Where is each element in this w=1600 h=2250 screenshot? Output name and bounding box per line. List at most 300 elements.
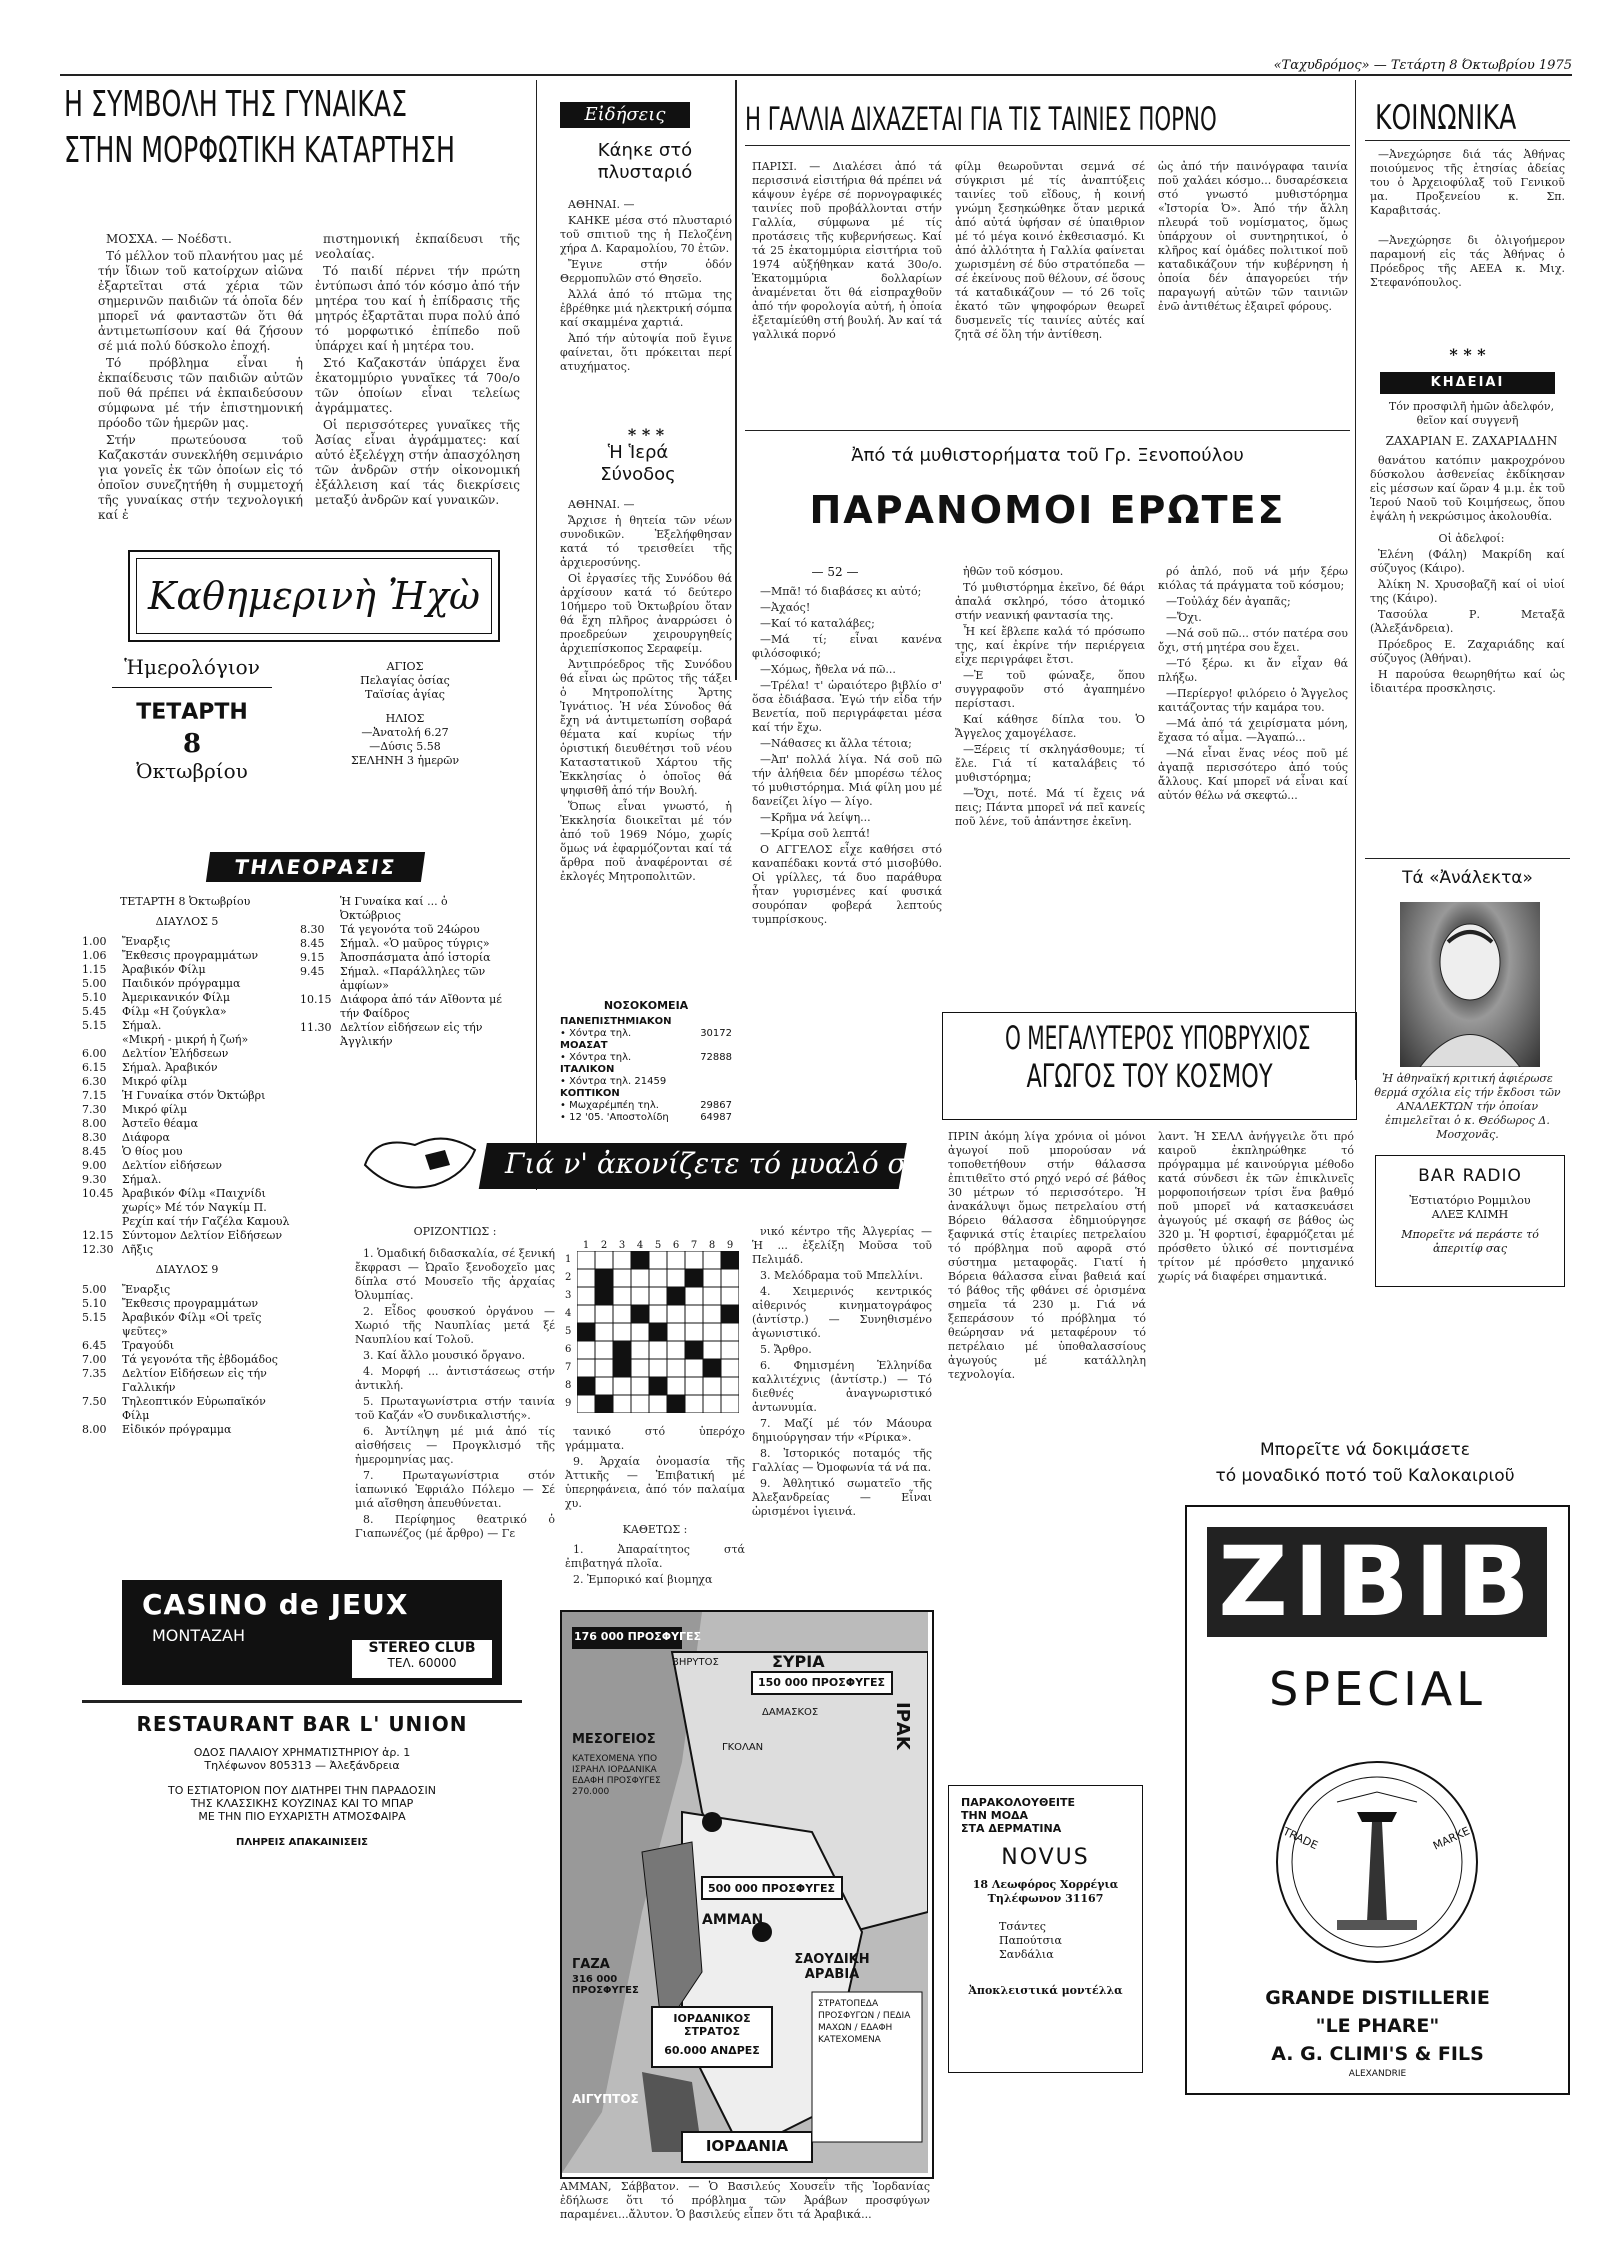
crossword-cell[interactable] [631,1323,649,1341]
crossword-cell[interactable] [703,1395,721,1413]
novel-col-3 [1158,565,1348,805]
moon: ΣΕΛΗΝΗ 3 ἡμερῶν [350,754,460,767]
map-label: 176 000 ΠΡΟΣΦΥΓΕΣ [574,1630,702,1643]
bar-radio-title: BAR RADIO [1418,1166,1522,1186]
tv-channel5 [82,915,292,1437]
tv-program: Ἔκθεσις προγραμμάτων [122,949,259,962]
crossword-cell[interactable] [685,1305,703,1323]
novus-footer: Ἀποκλειστικά μοντέλλα [968,1984,1123,1997]
tv-listing [82,1047,292,1061]
tv-program: Ἔναρξις [122,935,171,948]
novel-paragraph: —Ἀχαός! [760,601,811,614]
tv-time: 7.00 [82,1353,107,1366]
grid-row-number: 8 [565,1380,572,1391]
novel-paragraph: Ο ΑΓΓΕΛΟΣ εἶχε καθήσει στό καναπέδακι κοντά στό μισοβύθο. Οἱ γρίλλες, τά δυο παράθυρα ἦταν γυρισμένες καί φυσικά σουρόπαν φοβερά λεπτούς τυμπρίσκους. [752,843,942,926]
tv-date: ΤΕΤΑΡΤΗ 8 Ὀκτωβρίου [120,895,251,908]
tv-listing [82,935,292,949]
novel-paragraph: —Μά ἀπό τά χειρίσματα μόνη, ἔχασα τό αἷμα. —Ἀγαπώ... [1158,717,1348,744]
restaurant-footer: ΠΛΗΡΕΙΣ ΑΠΑΚΑΙΝΙΣΕΙΣ [235,1837,369,1848]
map-label: 500 000 ΠΡΟΣΦΥΓΕΣ [708,1882,836,1895]
zibib-phare: "LE PHARE" [1315,2015,1440,2037]
crossword-black-cell [649,1377,667,1395]
bar-radio-line3: Μπορεῖτε νά περάστε τό ἀπεριτίφ σας [1401,1228,1539,1255]
restaurant-top-rule [82,1700,522,1703]
death-paragraph: Η παρούσα θεωρηθήτω καί ὡς ἰδιαιτέρα προσκλησις. [1370,668,1565,695]
novel-paragraph: —Μπᾶ! τό διαβάσες κι αὐτό; [760,585,922,598]
novus-brand: NOVUS [1001,1845,1090,1870]
tv-listing [82,1005,292,1019]
crossword-cell[interactable] [703,1269,721,1287]
across-clue: 2. Εἶδος φουσκού ὀργάνου — Χωριό τῆς Ναυπλίας μετά ξέ Ναυπλίου καί Τολοῦ. [355,1305,555,1346]
tv-listing [300,993,510,1021]
map-label: 60.000 ΑΝΔΡΕΣ [664,2044,760,2057]
masthead: «Ταχυδρόμος» — Τετάρτη 8 Όκτωβρίου 1975 [1273,58,1572,73]
crossword-clue: 7. Μαζί μέ τόν Μάουρα δημιούργησαν τήν «Ρίρικα». [752,1417,932,1444]
crossword-cell[interactable] [649,1251,667,1269]
tv-time: 10.15 [300,993,332,1006]
crossword-cell[interactable] [577,1287,595,1305]
tv-time: 7.30 [82,1103,107,1116]
death-paragraph: Τόν προσφιλῆ ἡμῶν ἀδελφόν, θεῖον καί συγγενῆ [1388,400,1555,427]
women-paragraph: Στό Καζακστάν ὑπάρχει ἕνα ἑκατομμύριο γυναῖκες τά 70ο/ο τῶν ὁποίων εἶναι τελείως ἀγράμματες. [315,356,520,415]
women-paragraph: Τό πρόβλημα εἶναι ἡ ἐκπαίδευσις τῶν παιδιῶν αὐτῶν ποῦ θά πρέπει νά ἐκπαιδεύσουν σύμφωνα μέ τήν ἐπιστημονική πρόοδο τῶν ἡμερῶν μας. [98,356,303,430]
novel-paragraph: ρό ἀπλό, ποῦ νά μήν ξέρω κιόλας τά πράγματα τοῦ κόσμου; [1158,565,1348,592]
crossword-cell[interactable] [703,1287,721,1305]
crossword-cell[interactable] [721,1269,739,1287]
grid-row-number: 1 [565,1254,572,1265]
novel-paragraph: —Περίεργο! φιλόρειο ὁ Ἄγγελος καιτάζοντας τήν καμάρα του. [1158,687,1348,714]
tv-time: 1.00 [82,935,107,948]
crossword-cell[interactable] [649,1359,667,1377]
novus-line: ΤΗΝ ΜΟΔΑ [961,1809,1029,1822]
tv-time: 5.15 [82,1019,107,1032]
kathimerini-logo: Καθημερινὴ Ἠχὼ [148,574,480,618]
across-clue: τανικό στό ὑπερόχο γράμματα. [565,1425,745,1452]
tv-time: 7.35 [82,1367,107,1380]
crossword-grid [565,1240,745,1413]
crossword-cell[interactable] [721,1359,739,1377]
restaurant-phone: Τηλέφωνον 805313 — Ἀλεξάνδρεια [204,1759,400,1772]
crossword-cell[interactable] [631,1269,649,1287]
crossword-cell[interactable] [613,1269,631,1287]
crossword-cell[interactable] [577,1359,595,1377]
crossword-black-cell [649,1323,667,1341]
crossword-cell[interactable] [649,1341,667,1359]
tv-time: 1.06 [82,949,107,962]
crossword-cell[interactable] [685,1323,703,1341]
bar-radio-line1: Ἐστιατόριο Ρομμιλου [1409,1194,1531,1207]
tv-listing [82,1229,292,1243]
tv-listing [82,991,292,1005]
sub-headline-box [942,1012,1357,1120]
zibib-marke: MARKE [1431,1824,1472,1853]
grid-row-number: 3 [565,1290,572,1301]
across-clue: 8. Περίφημος θεατρικό ὁ Γιαπωνέζος (μέ ἄρθρο) — Γε [355,1513,555,1540]
crossword-cell[interactable] [595,1359,613,1377]
crossword-cell[interactable] [703,1323,721,1341]
grid-row-number: 6 [565,1344,572,1355]
restaurant-title: RESTAURANT BAR L' UNION [136,1712,468,1736]
tv-time: 5.15 [82,1311,107,1324]
novus-phone: Τηλέφωνον 31167 [987,1892,1104,1905]
novel-chapter: — 52 — [811,565,859,579]
crossword-cell[interactable] [667,1251,685,1269]
tv-time: 8.45 [82,1145,107,1158]
crossword-cell[interactable] [721,1323,739,1341]
hospital-entry [560,1040,732,1064]
restaurant-slogan: ΜΕ ΤΗΝ ΠΙΟ ΕΥΧΑΡΙΣΤΗ ΑΤΜΟΣΦΑΙΡΑ [198,1810,406,1823]
sub-col-1: ΠΡΙΝ ἀκόμη λίγα χρόνια οἱ μόνοι ἀγωγοί ποῦ μπορούσαν νά τοποθετήθουν στήν θάλασσα ἐπιτιθεῖτο στό ρηχό νερό σέ βάθος 30 μέτρων τό περισσότερο. Ἡ ἀνακάλυψι ὅμως πετρελαίου στή Βόρειο θάλασσα ἐδημιούργησε ξαφνικά στίς ἑταιρίες πετρελαίου τό πρόβλημα ποῦ αφορᾶ στό σύστημα μεταφορᾶς. Γιατί ἡ Βόρεια θάλασσα εἶναι βαθειά καί τό βάθος τῆς φθάνει σέ ὁρισμένα σημεῖα τά 230 μ. Γιά νά ξεπεράσουν τό πρόβλημα τό θεώρησαν νά μεταφέρουν τό πετρέλαιο μέ ὑποθαλασσίους ἀγωγούς μέ κατάλληλη τεχνολογία. [948,1130,1146,1381]
tv-listing [82,1367,292,1395]
calendar-month: Ὀκτωβρίου [136,759,248,783]
hospital-line: • 12 '05. 'Αποστολίδη [560,1112,669,1123]
crossword-black-cell [685,1269,703,1287]
sub-headline-2: ΑΓΩΓΟΣ ΤΟΥ ΚΟΣΜΟΥ [1026,1057,1273,1095]
crossword-cell[interactable] [595,1305,613,1323]
crossword-cell[interactable] [595,1323,613,1341]
crossword-cell[interactable] [703,1341,721,1359]
crossword-cell[interactable] [631,1377,649,1395]
stereo-club-phone: ΤΕΛ. 60000 [387,1656,457,1670]
map-label: ΑΙΓΥΠΤΟΣ [572,2092,639,2106]
grid-column-number: 1 [582,1240,590,1251]
crossword-cell[interactable] [685,1251,703,1269]
crossword-cell[interactable] [577,1341,595,1359]
calendar-day: ΤΕΤΑΡΤΗ [136,700,248,725]
women-paragraph: Οἱ περισσότερες γυναῖκες τῆς Ἀσίας εἶναι ἀγράμματες: καί αὐτό ἐξελέγχη στήν ἀπασχόληση τῶν ἀνδρῶν στήν οἰκονομική ἐξάλλειση καί τάς διεκρίσεις μεταξύ ἀνδρῶν καί γυναικῶν. [315,418,520,507]
tv-program: Σήμαλ. [122,1019,162,1032]
crossword-clue: 9. Ἀθλητικό σωματεῖο τῆς Ἀλεξανδρείας — Εἶναι ὡρισμένοι ἰγιεινά. [752,1477,932,1518]
crossword-cell[interactable] [613,1323,631,1341]
novel-paragraph: —Χόμως, ἤθελα νά πῶ... [760,663,896,676]
tv-listing [82,1075,292,1089]
restaurant-address: ΟΔΟΣ ΠΑΛΑΙΟΥ ΧΡΗΜΑΤΙΣΤΗΡΙΟΥ ἀρ. 1 [193,1746,411,1759]
tv-listing [82,1353,292,1367]
tv-program: Δελτίον Εἰδήσεων εἰς τήν Γαλλικήν [122,1367,267,1394]
tv-program: Τραγούδι [122,1339,175,1352]
tv-program: Σύντομον Δελτίον Εἰδήσεων [122,1229,283,1242]
deceased-name: ΖΑΧΑΡΙΑΝ Ε. ΖΑΧΑΡΙΑΔΗΝ [1385,434,1558,448]
crossword-cell[interactable] [595,1377,613,1395]
crossword-cell[interactable] [649,1395,667,1413]
crossword-black-cell [667,1395,685,1413]
map-label: ΙΡΑΚ [892,1702,913,1750]
crossword-black-cell [595,1287,613,1305]
crossword-cell[interactable] [667,1305,685,1323]
hospital-entry [560,1112,732,1124]
tv-program: Εἰδικόν πρόγραμμα [122,1423,232,1436]
synod-paragraph: Ὅπως εἶναι γνωστό, ἡ Ἐκκλησία διοικεῖται μέ τόν ἀπό τοῦ 1969 Νόμο, χωρίς ὅμως νά ἐφαρμόζονται καί τά ἄρθρα ποῦ ἀναφέρονται σέ ἐκλογές Μητροπολιτῶν. [560,800,732,883]
tv-listing [82,1423,292,1437]
crossword-cell[interactable] [649,1269,667,1287]
tv-listing [82,1297,292,1311]
crossword-cell[interactable] [631,1287,649,1305]
novus-line: ΠΑΡΑΚΟΛΟΥΘΕΙΤΕ [961,1796,1075,1809]
novel-paragraph: —Νάθασες κι ἄλλα τέτοια; [760,737,912,750]
jordan-map [560,1610,934,2179]
tv-listing [82,1019,292,1033]
crossword-cell[interactable] [685,1287,703,1305]
tv-time: 7.50 [82,1395,107,1408]
tv-time: 8.00 [82,1117,107,1130]
crossword-cell[interactable] [613,1395,631,1413]
tv-program: Ἀμερικανικόν Φίλμ [122,991,231,1004]
tv-time: 9.00 [82,1159,107,1172]
casino-ad [122,1580,502,1685]
novel-paragraph: —Τρέλα! τ' ὡραιότερο βιβλίο σ' ὅσα ἐδιάβασα. Ἐγώ τήν εἶδα τήν Βενετία, ποῦ περιγράφεται μέσα καί τήν ἔχω. [752,679,942,734]
hospital-name: ΙΤΑΛΙΚΟΝ [560,1064,615,1075]
tv-time: 8.45 [300,937,325,950]
crossword-cell[interactable] [685,1377,703,1395]
casino-title: CASINO de JEUX [142,1588,409,1621]
tv-listing [82,1061,292,1075]
tv-program: Διάφορα [122,1131,170,1144]
crossword-cell[interactable] [667,1341,685,1359]
crossword-cell[interactable] [685,1359,703,1377]
tv-time: 9.30 [82,1173,107,1186]
tv-time: 8.00 [82,1423,107,1436]
crossword-cell[interactable] [595,1341,613,1359]
across-title: ΟΡΙΖΟΝΤΙΩΣ : [413,1225,497,1238]
crossword-black-cell [613,1359,631,1377]
crossword-black-cell [631,1251,649,1269]
hospital-line: • Χόντρα τηλ. [560,1052,632,1063]
grid-column-number: 8 [708,1240,716,1251]
women-paragraph: Στήν πρωτεύουσα τοῦ Καζακστάν συνεκλήθη σεμινάριο για γονεῖς ἐκ τῶν ὁποίων εἰς τό ὁποῖον συνεζητήθη ἡ συμμετοχή τῆς γυναίκας στήν τεχνολογική καί ἐ [98,433,303,522]
tv-time: 11.30 [300,1021,332,1034]
novel-paragraph: —Νά σοῦ πῶ... στόν πατέρα σου ὄχι, στή μητέρα σου ἔχει. [1158,627,1348,654]
hospital-phone: 72888 [700,1052,732,1063]
analekta-photo [1400,902,1540,1067]
crossword-cell[interactable] [721,1287,739,1305]
women-paragraph: ΜΟΣΧΑ. — Νοέδστι. [106,232,232,246]
saint: Ταϊσίας ἁγίας [365,688,445,701]
novus-item: Σανδάλια [999,1948,1054,1961]
crossword-black-cell [631,1305,649,1323]
crossword-cell[interactable] [667,1323,685,1341]
tv-program: Ἡ Γυναίκα καί ... ὁ Ὀκτώβριος [340,895,448,922]
death-paragraph: Τασούλα Ρ. Μεταξᾶ (Ἀλεξάνδρεια). [1370,608,1565,635]
map-label: ΒΗΡΥΤΟΣ [672,1657,719,1668]
hospital-phone: 29867 [700,1100,732,1111]
death-paragraph: θανάτου κατόπιν μακροχρόνου δύσκολου ἀσθενείας ἐκδίκησαν εἰς μέσσων καί ὥραν 4 μ.μ. ἐκ τοῦ Ἱερού Ναοῦ τοῦ Κοιμήσεως, ὅπου ἐψάλη ἡ νεκρώσιμος ἀκολουθία. [1370,454,1565,523]
novel-kicker: Ἀπό τά μυθιστορήματα τοῦ Γρ. Ξενοπούλου [851,445,1244,466]
crossword-cell[interactable] [667,1359,685,1377]
down-clue: 2. Ἐμπορικό καί βιομηχα [573,1573,713,1586]
tv-listing [82,1131,292,1145]
crossword-cell[interactable] [703,1251,721,1269]
map-legend: ΣΤΡΑΤΟΠΕΔΑ ΠΡΟΣΦΥΓΩΝ / ΠΕΔΙΑ ΜΑΧΩΝ / ΕΔΑΦΗ ΚΑΤΕΧΟΜΕΝΑ [818,1999,911,2045]
tv-listing [82,1339,292,1353]
tv-program: Μικρό φίλμ [122,1075,188,1088]
tv-channel9-title: ΔΙΑΥΛΟΣ 9 [155,1263,219,1276]
women-headline-line2: ΣΤΗΝ ΜΟΡΦΩΤΙΚΗ ΚΑΤΑΡΤΗΣΗ [64,130,456,171]
analekta-title: Τά «Ἀνάλεκτα» [1402,868,1533,888]
grid-row-number: 2 [565,1272,572,1283]
tv-program: Ἀστεῖο θέαμα [122,1117,198,1130]
masthead-rule [60,74,1572,76]
tv-time: 8.30 [300,923,325,936]
map-label: ΣΥΡΙΑ [772,1652,825,1671]
hospital-entry [560,1016,732,1040]
column-rule [536,80,537,1190]
tv-time: 12.30 [82,1243,114,1256]
crossword-cell[interactable] [613,1377,631,1395]
crossword-cell[interactable] [703,1305,721,1323]
tv-header: ΤΗΛΕΟΡΑΣΙΣ [206,852,425,882]
crossword-cell[interactable] [631,1341,649,1359]
sun-title: ΗΛΙΟΣ [385,712,425,725]
tv-time: 12.15 [82,1229,114,1242]
crossword-black-cell [595,1395,613,1413]
map-label: ΓΑΖΑ [572,1957,610,1972]
tv-listing [82,1187,292,1229]
novus-item: Παπούτσια [999,1934,1062,1947]
crossword-clue: 3. Μελόδραμα τοῦ Μπελλίνι. [760,1269,923,1282]
tv-program: «Μικρή - μικρή ἡ ζωή» [122,1033,249,1046]
tv-time: 6.15 [82,1061,107,1074]
boat-body [560,198,732,376]
novel-paragraph: —Ξέρεις τί σκληγάσθουμε; τί ἔλε. Γιά τί καταλάβεις τό μυθιστόρημα; [955,743,1145,784]
crossword-cell[interactable] [595,1251,613,1269]
tv-program: Σήμαλ. Ἀραβικόν [122,1061,218,1074]
tv-program: Ἀραβικόν Φίλμ «Οἱ τρεῖς ψεῦτες» [122,1311,262,1338]
sunset: —Δύσις 5.58 [369,740,441,753]
boat-title [560,140,730,184]
crossword-cell[interactable] [613,1251,631,1269]
tv-time: 5.00 [82,1283,107,1296]
crossword-black-cell [721,1305,739,1323]
death-body [1370,400,1565,698]
map-label: ΣΑΟΥΔΙΚΗ ΑΡΑΒΙΑ [794,1952,870,1982]
restaurant-slogan: ΤΗΣ ΚΛΑΣΣΙΚΗΣ ΚΟΥΖΙΝΑΣ ΚΑΙ ΤΟ ΜΠΑΡ [190,1797,414,1810]
tv-col2 [300,895,510,1049]
grid-row-number: 7 [565,1362,572,1373]
tv-program: Δελτίον εἰδήσεων [122,1159,222,1172]
novel-paragraph: —Καί τό καταλάβες; [760,617,875,630]
crossword-cell[interactable] [703,1377,721,1395]
crossword-across [355,1225,555,1543]
zibib-ad [1185,1505,1570,2095]
tv-listing [82,1117,292,1131]
france-col-2: φίλμ θεωροῦνται σεμνά σέ σύγκρισι μέ τίς ἀναπτύξεις ταινίες τοῦ εἴδους, ἡ κοινή γνώμη ξεσηκώθηκε ὅταν μερικά ἀπό αὐτά ὑφήσαν σέ ὑπαιθριον μέ τό μέγα κοινό ἐκθεσιασμό. Κι ἀπό ἀλλότητα ἡ Γαλλία φαίνεται χωρισμένη σέ δύο στρατόπεδα — σέ ἐκείνους ποῦ θέλουν, σέ ὅσους τά καταδικάζουν — τό 26 τοῖς ἑκατό τῶν ψηφοφόρων θεωρεῖ δυσμενεῖς τίς ταινίες αὐτές καί ζητᾶ σέ ὅλη τήν ἀντίθεση. [955,160,1145,341]
crossword-cell[interactable] [649,1305,667,1323]
crossword-grid-svg[interactable] [577,1251,739,1413]
restaurant-ad [82,1712,522,1848]
novus-line: ΣΤΑ ΔΕΡΜΑΤΙΝΑ [961,1822,1062,1835]
tv-listing [82,963,292,977]
social-stars: * * * [1449,345,1486,364]
lighthouse-trademark-icon [1187,1732,1568,2012]
map-label: ΔΑΜΑΣΚΟΣ [762,1707,819,1718]
tv-program: Ἀραβικόν Φίλμ [122,963,206,976]
tv-program: Ἡ Γυναίκα στόν Ὀκτώβρι [122,1089,266,1102]
tv-time: 6.45 [82,1339,107,1352]
novel-paragraph: —Ἐ τοῦ φώναξε, ὅπου συγγραφοῦν στό ἀγαπημένο περίστασι. [955,669,1145,710]
grid-column-number: 5 [654,1240,662,1251]
tv-listing [82,949,292,963]
women-paragraph: πιστημονική ἐκπαίδευσι τῆς νεολαίας. [315,232,520,261]
tv-time: 8.30 [82,1131,107,1144]
hospitals-title: ΝΟΣΟΚΟΜΕΙΑ [603,999,689,1012]
tv-listing [82,1311,292,1339]
crossword-cell[interactable] [613,1287,631,1305]
crossword-banner-text: Γιά ν' ἀκονίζετε τό μυαλό σας [505,1147,942,1180]
women-col-1 [98,232,303,525]
crossword-cell[interactable] [577,1269,595,1287]
novel-paragraph: Ἦ κεί ἔβλεπε καλά τό πρόσωπο της, καί ἐκρίνε τήν περιέργεια εἶχε περιγράφει ἔτσι. [955,625,1145,666]
grid-column-number: 3 [618,1240,626,1251]
novel-paragraph: —Τοὐλάχ δέν ἀγαπᾶς; [1166,595,1291,608]
novel-paragraph: —Νά εἶναι ἕνας νέος ποῦ μέ ἀγαπᾷ περισσότερο ἀπό τούς ἄλλους. Καί μπορεῖ νά εἶναι καί αὐτόν θέλω νά σκεφτώ... [1158,747,1348,802]
crossword-cell[interactable] [577,1251,595,1269]
zibib-city: ALEXANDRIE [1348,2069,1407,2079]
hospital-entry [560,1088,732,1112]
crossword-cell[interactable] [577,1395,595,1413]
column-rule [735,80,737,680]
crossword-cell[interactable] [721,1341,739,1359]
tv-program: Τηλεοπτικόν Εὐρωπαϊκόν Φίλμ [122,1395,266,1422]
crossword-cell[interactable] [667,1377,685,1395]
crossword-cell[interactable] [685,1395,703,1413]
tv-listing [300,937,510,951]
tv-time [300,895,340,923]
tv-program: Ἔκθεσις προγραμμάτων [122,1297,259,1310]
calendar [92,655,292,783]
tv-program: Δελτίον εἰδήσεων εἰς τήν Ἀγγλικήν [340,1021,483,1048]
analekta-rule [1365,858,1570,859]
tv-listing [300,923,510,937]
novus-item: Τσάντες [999,1920,1046,1933]
crossword-cell[interactable] [721,1395,739,1413]
zibib-tagline-1: Μπορεῖτε νά δοκιμάσετε [1260,1440,1470,1460]
tv-listing [82,1159,292,1173]
novel-paragraph: —Τό ξέρω. κι ἄν εἶχαν θά πλήξω. [1158,657,1348,684]
grid-column-number: 4 [636,1240,644,1251]
boat-paragraph: ΑΘΗΝΑΙ. — [568,198,635,211]
crossword-cell[interactable] [649,1287,667,1305]
death-paragraph: Ἐλένη (Φάλη) Μακρίδη καί σύζυγος (Κάιρο). [1370,548,1565,575]
boat-paragraph: ΚΑΗΚΕ μέσα στό πλυσταριό τοῦ σπιτιοῦ της ἡ Πελοζένη χήρα Δ. Καραμολίου, 70 ἐτῶν. [560,214,732,255]
novel-paragraph: —Ὄχι. [1166,611,1202,624]
crossword-cell[interactable] [721,1377,739,1395]
tv-program: Τά γεγονότα τῆς ἑβδομάδος [122,1353,278,1366]
crossword-cell[interactable] [631,1359,649,1377]
tv-time: 9.15 [300,951,325,964]
tv-program: Ἀραβικόν Φίλμ «Παιχνίδι χωρίς» Μέ τόν Ναγκίμ Π. Ρεχίπ καί τήν Γαζέλα Καμουλ [122,1187,290,1228]
synod-paragraph: Ἄρχισε ἡ θητεία τῶν νέων συνοδικῶν. Ἐξελήφθησαν κατά τό τρεισθείει τῆς ἀρχιεροσύνης. [560,514,732,569]
tv-program: Ἀποσπάσματα ἀπό ἱστορία [340,951,491,964]
stereo-club: STEREO CLUB [368,1640,476,1656]
crossword-cell[interactable] [667,1269,685,1287]
crossword-cell[interactable] [631,1395,649,1413]
down-clue: 1. Ἀπαραίτητος στά ἐπιβατηγά πλοῖα. [565,1543,745,1570]
tv-time [82,1033,122,1047]
death-title: ΚΗΔΕΙΑΙ [1380,372,1555,394]
hospital-name: ΜΟΑΣΑΤ [560,1040,608,1051]
tv-time: 6.00 [82,1047,107,1060]
crossword-black-cell [667,1287,685,1305]
crossword-cell[interactable] [577,1305,595,1323]
death-paragraph: Ἀλίκη Ν. Χρυσοβαζῆ καί οἱ υἱοί της (Κάιρο). [1370,578,1565,605]
boat-paragraph: Ἀπό τήν αὐτοψία ποῦ ἔγινε φαίνεται, ὅτι πρόκειται περί ατυχήματος. [560,332,732,373]
france-col-3: ὡς ἀπό τήν παινόγραφα ταινία ποῦ χαλάει κόσμο... δυσαρέσκεια στό γνωστό μυθιστόρημα «Ἱστορία Ὀ». Ἀπό τήν ἄλλη πλευρά τοῦ νομίσματος, ὅμως ὑπάρχουν οἱ συντηρητικοί, ὁ κλῆρος καί ὁμάδες πολιτικοί ποῦ καταδικάζουν τήν κυβέρνηση ἡ ὁποία δέν ἀπαγορεύει τήν παραγωγή αὐτῶν τῶν ταινιῶν ἐνῶ ἀντιθέτως ἐξαιρεῖ φόρους. [1158,160,1348,313]
casino-subtitle: ΜΟΝΤΑΖΑΗ [152,1626,246,1645]
grid-column-number: 2 [600,1240,608,1251]
tv-time: 9.45 [300,965,325,978]
crossword-cell[interactable] [613,1305,631,1323]
novel-paragraph: —Ὄχι, ποτέ. Μά τί ἔχεις νά πεις; Πάντα μπορεῖ νά πεῖ κανείς ποῦ λένε, τοῦ ἀπάντησε ἐκεῖνη. [955,787,1145,828]
